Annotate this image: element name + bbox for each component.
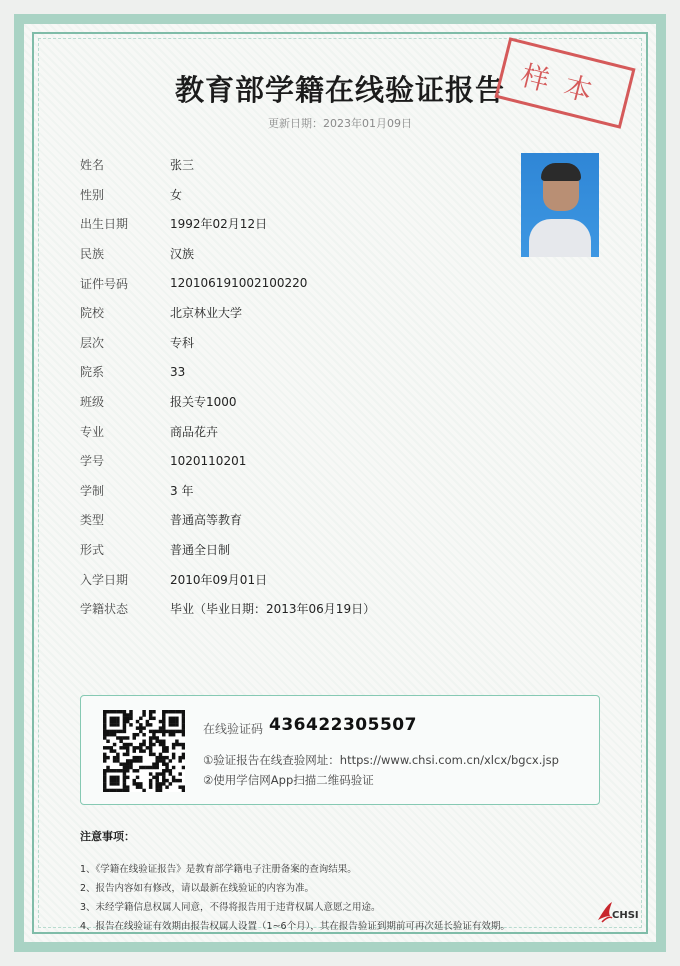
field-label: 民族 (80, 247, 105, 262)
field-value: 报关专1000 (170, 395, 237, 410)
field-value: 120106191002100220 (170, 276, 308, 291)
verification-box (80, 695, 600, 805)
field-value: 商品花卉 (170, 424, 219, 439)
field-label: 形式 (80, 543, 105, 558)
field-label: 院系 (80, 365, 105, 380)
photo-body (529, 219, 591, 257)
photo-hair (541, 163, 581, 181)
field-row (80, 564, 375, 594)
field-row (80, 150, 375, 180)
note-item: 1、《学籍在线验证报告》是教育部学籍电子注册备案的查询结果。 (80, 864, 357, 875)
notes-section (80, 828, 600, 936)
verification-code-label: 在线验证码 (203, 722, 264, 736)
field-row (80, 298, 375, 328)
field-label: 院校 (80, 306, 105, 321)
notes-heading: 注意事项： (80, 830, 135, 843)
verification-url-line: ①验证报告在线查验网址：https://www.chsi.com.cn/xlcx/bgcx.jsp (203, 753, 559, 767)
note-item: 2、报告内容如有修改，请以最新在线验证的内容为准。 (80, 883, 315, 894)
field-label: 入学日期 (80, 572, 129, 587)
field-label: 姓名 (80, 158, 105, 173)
field-value: 北京林业大学 (170, 306, 243, 321)
field-value: 毕业（毕业日期：2013年06月19日） (170, 602, 376, 617)
student-photo (521, 153, 599, 257)
field-row (80, 209, 375, 239)
note-item: 3、未经学籍信息权属人同意，不得将报告用于违背权属人意愿之用途。 (80, 902, 381, 913)
report-title: 教育部学籍在线验证报告 (174, 73, 505, 107)
chsi-logo-text: CHSI (612, 910, 639, 921)
field-row (80, 328, 375, 358)
field-value: 1992年02月12日 (170, 217, 268, 232)
field-label: 班级 (80, 395, 105, 410)
field-value: 女 (170, 187, 183, 202)
field-value: 汉族 (170, 247, 195, 262)
field-label: 层次 (80, 335, 105, 350)
field-value: 1020110201 (170, 453, 247, 468)
field-row (80, 446, 375, 476)
field-value: 普通高等教育 (170, 513, 243, 528)
qr-code-icon[interactable] (103, 710, 185, 792)
field-row (80, 387, 375, 417)
field-value: 2010年09月01日 (170, 572, 268, 587)
field-row (80, 594, 375, 624)
field-row (80, 535, 375, 565)
field-value: 3 年 (170, 483, 194, 498)
field-value: 普通全日制 (170, 543, 231, 558)
field-label: 学制 (80, 483, 105, 498)
field-row (80, 357, 375, 387)
field-label: 学号 (80, 454, 105, 469)
verification-code: 436422305507 (269, 715, 417, 735)
student-fields (80, 150, 375, 624)
field-row (80, 476, 375, 506)
verification-app-line: ②使用学信网App扫描二维码验证 (203, 773, 374, 787)
field-value: 33 (170, 364, 186, 379)
update-date: 更新日期：2023年01月09日 (268, 117, 412, 130)
field-label: 类型 (80, 513, 105, 528)
field-row (80, 268, 375, 298)
field-label: 性别 (80, 187, 105, 202)
note-item: 4、报告在线验证有效期由报告权属人设置（1~6个月），其在报告验证到期前可再次延长验证有效期。 (80, 921, 510, 932)
field-label: 学籍状态 (80, 602, 129, 617)
field-label: 专业 (80, 424, 105, 439)
field-row (80, 180, 375, 210)
field-value: 专科 (170, 335, 195, 350)
field-value: 张三 (170, 158, 195, 173)
field-label: 证件号码 (80, 276, 129, 291)
field-row (80, 416, 375, 446)
sample-stamp: 样本 (494, 37, 635, 129)
field-row (80, 505, 375, 535)
field-row (80, 239, 375, 269)
field-label: 出生日期 (80, 217, 129, 232)
